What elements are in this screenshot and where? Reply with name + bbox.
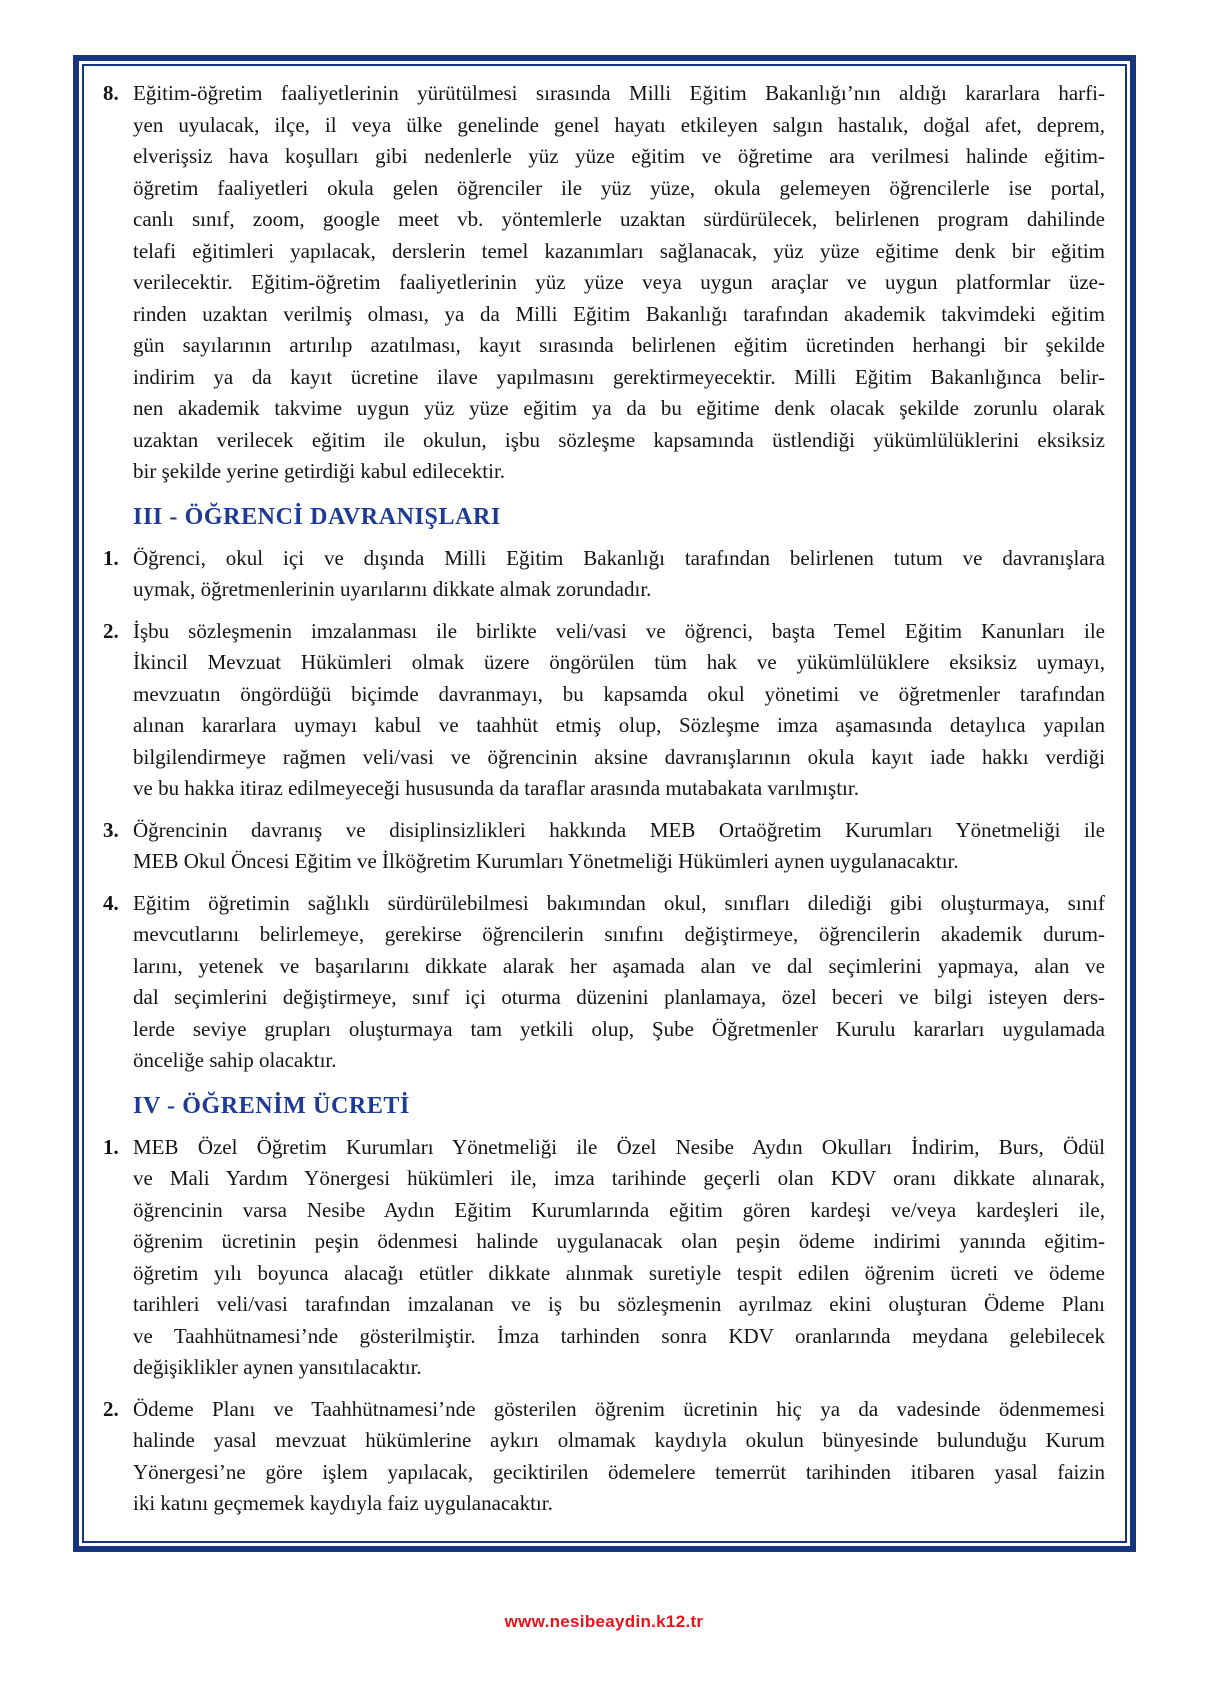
text-line: tarihleri veli/vasi tarafından imzalanan ve iş bu sözleşmenin ayrılmaz ekini oluşturan Ödeme Planı bbox=[133, 1292, 1105, 1316]
item-number: 4. bbox=[103, 890, 119, 915]
text-line: ve Mali Yardım Yönergesi hükümleri ile, imza tarihinde geçerli olan KDV oranı dikkate alınarak, bbox=[133, 1166, 1105, 1190]
list-item bbox=[103, 815, 1105, 878]
text-line: nen akademik takvime uygun yüz yüze eğitim ya da bu eğitime denk olacak şekilde zorunlu olarak bbox=[133, 396, 1105, 420]
text-line: İkincil Mevzuat Hükümleri olmak üzere öngörülen tüm hak ve yükümlülüklere eksiksiz uymayı, bbox=[133, 650, 1105, 674]
document-frame-inner-border bbox=[82, 64, 1127, 1543]
page-footer bbox=[0, 1612, 1208, 1632]
text-line: mevzuatın öngördüğü biçimde davranmayı, bu kapsamda okul yönetimi ve öğretmenler tarafından bbox=[133, 681, 1105, 706]
text-line: canlı sınıf, zoom, google meet vb. yöntemlerle uzaktan sürdürülecek, belirlenen program dahilinde bbox=[133, 207, 1105, 231]
text-line: telafi eğitimleri yapılacak, derslerin temel kazanımları sağlanacak, yüz yüze eğitime denk bir eğitim bbox=[133, 238, 1105, 263]
text-line: Eğitim öğretimin sağlıklı sürdürülebilmesi bakımından okul, sınıfları dilediği gibi oluşturmaya, sınıf bbox=[133, 890, 1105, 915]
list-item bbox=[103, 1132, 1105, 1384]
text-line: rinden uzaktan verilmiş olması, ya da Milli Eğitim Bakanlığı tarafından akademik takvimdeki eğitim bbox=[133, 301, 1105, 326]
text-line: Öğrenci, okul içi ve dışında Milli Eğitim Bakanlığı tarafından belirlenen tutum ve davranışlara bbox=[133, 545, 1105, 570]
text-line: ve Taahhütnamesi’nde gösterilmiştir. İmza tarhinden sonra KDV oranlarında meydana gelebilecek bbox=[133, 1323, 1105, 1348]
item-number: 2. bbox=[103, 1396, 119, 1421]
item-number: 1. bbox=[103, 1134, 119, 1159]
text-line: Eğitim-öğretim faaliyetlerinin yürütülmesi sırasında Milli Eğitim Bakanlığı’nın aldığı kararlara harfi- bbox=[133, 81, 1105, 105]
text-line: dal seçimlerini değiştirmeye, sınıf içi oturma düzenini planlamaya, özel beceri ve bilgi isteyen ders- bbox=[133, 985, 1105, 1009]
text-line: değişiklikler aynen yansıtılacaktır. bbox=[133, 1355, 422, 1379]
text-line: MEB Okul Öncesi Eğitim ve İlköğretim Kurumları Yönetmeliği Hükümleri aynen uygulanacaktır. bbox=[133, 849, 959, 873]
text-line: ve bu hakka itiraz edilmeyeceği hususunda da taraflar arasında mutabakata varılmıştır. bbox=[133, 776, 859, 800]
list-item bbox=[103, 1394, 1105, 1520]
text-line: öğretim faaliyetleri okula gelen öğrenciler ile yüz yüze, okula gelemeyen öğrencilerle ise portal, bbox=[133, 175, 1105, 200]
text-line: elverişsiz hava koşulları gibi nedenlerle yüz yüze eğitim ve öğretime ara verilmesi halinde eğitim- bbox=[133, 144, 1105, 168]
text-line: öğrencinin varsa Nesibe Aydın Eğitim Kurumlarında eğitim gören kardeşi ve/veya kardeşleri ile, bbox=[133, 1197, 1105, 1222]
text-line: Öğrencinin davranış ve disiplinsizlikleri hakkında MEB Ortaöğretim Kurumları Yönetmeliği ile bbox=[133, 817, 1105, 842]
document-frame bbox=[73, 55, 1136, 1552]
text-line: öğretim yılı boyunca alacağı etütler dikkate alınmak suretiyle tespit edilen öğrenim ücreti ve ödeme bbox=[133, 1260, 1105, 1285]
text-line: iki katını geçmemek kaydıyla faiz uygulanacaktır. bbox=[133, 1491, 553, 1515]
text-line: önceliğe sahip olacaktır. bbox=[133, 1048, 337, 1072]
list-item bbox=[103, 616, 1105, 805]
text-line: öğrenim ücretinin peşin ödenmesi halinde uygulanacak olan peşin ödeme indirimi yanında eğitim- bbox=[133, 1229, 1105, 1253]
text-line: uzaktan verilecek eğitim ile okulun, işbu sözleşme kapsamında üstlendiği yükümlülüklerini eksiksiz bbox=[133, 427, 1105, 452]
text-line: bilgilendirmeye rağmen veli/vasi ve öğrencinin aksine davranışlarının okula kayıt iade hakkı verdiği bbox=[133, 744, 1105, 769]
item-number: 8. bbox=[103, 81, 119, 105]
document-body bbox=[84, 66, 1125, 1541]
section-heading: III - ÖĞRENCİ DAVRANIŞLARI bbox=[133, 503, 501, 530]
item-number: 3. bbox=[103, 817, 119, 842]
section-heading: IV - ÖĞRENİM ÜCRETİ bbox=[133, 1092, 410, 1119]
text-line: gün sayılarının artırılıp azatılması, kayıt sırasında belirlenen eğitim ücretinden herhangi bir şekilde bbox=[133, 333, 1105, 357]
text-line: indirim ya da kayıt ücretine ilave yapılmasını gerektirmeyecektir. Milli Eğitim Bakanlığınca belir- bbox=[133, 364, 1105, 389]
text-line: Ödeme Planı ve Taahhütnamesi’nde gösterilen öğrenim ücretinin hiç ya da vadesinde ödenmemesi bbox=[133, 1396, 1105, 1421]
item-number: 2. bbox=[103, 618, 119, 643]
text-line: larını, yetenek ve başarılarını dikkate alarak her aşamada alan ve dal seçimlerini yapmaya, alan ve bbox=[133, 953, 1105, 978]
text-line: halinde yasal mevzuat hükümlerine aykırı olmamak kaydıyla okulun bünyesinde bulunduğu Kurum bbox=[133, 1428, 1105, 1452]
text-line: mevcutlarını belirlemeye, gerekirse öğrencilerin sınıfını değiştirmeye, öğrencilerin akademik durum- bbox=[133, 922, 1105, 946]
text-line: verilecektir. Eğitim-öğretim faaliyetlerinin yüz yüze veya uygun araçlar ve uygun platformlar üze- bbox=[133, 270, 1105, 294]
text-line: İşbu sözleşmenin imzalanması ile birlikte veli/vasi ve öğrenci, başta Temel Eğitim Kanunları ile bbox=[133, 618, 1105, 643]
text-line: uymak, öğretmenlerinin uyarılarını dikkate almak zorundadır. bbox=[133, 577, 652, 601]
text-line: MEB Özel Öğretim Kurumları Yönetmeliği ile Özel Nesibe Aydın Okulları İndirim, Burs, Ödül bbox=[133, 1134, 1105, 1159]
text-line: bir şekilde yerine getirdiği kabul edilecektir. bbox=[133, 459, 506, 483]
list-item bbox=[103, 888, 1105, 1077]
site-url: www.nesibeaydin.k12.tr bbox=[504, 1612, 704, 1631]
text-line: Yönergesi’ne göre işlem yapılacak, geciktirilen ödemelere temerrüt tarihinden itibaren yasal faizin bbox=[133, 1459, 1105, 1484]
list-item bbox=[103, 78, 1105, 488]
text-line: alınan kararlara uymayı kabul ve taahhüt etmiş olup, Sözleşme imza aşamasında detaylıca yapılan bbox=[133, 713, 1105, 737]
text-line: lerde seviye grupları oluşturmaya tam yetkili olup, Şube Öğretmenler Kurulu kararları uygulamada bbox=[133, 1016, 1105, 1041]
item-number: 1. bbox=[103, 545, 119, 570]
text-line: yen uyulacak, ilçe, il veya ülke genelinde genel hayatı etkileyen salgın hastalık, doğal afet, deprem, bbox=[133, 112, 1105, 137]
list-item bbox=[103, 543, 1105, 606]
